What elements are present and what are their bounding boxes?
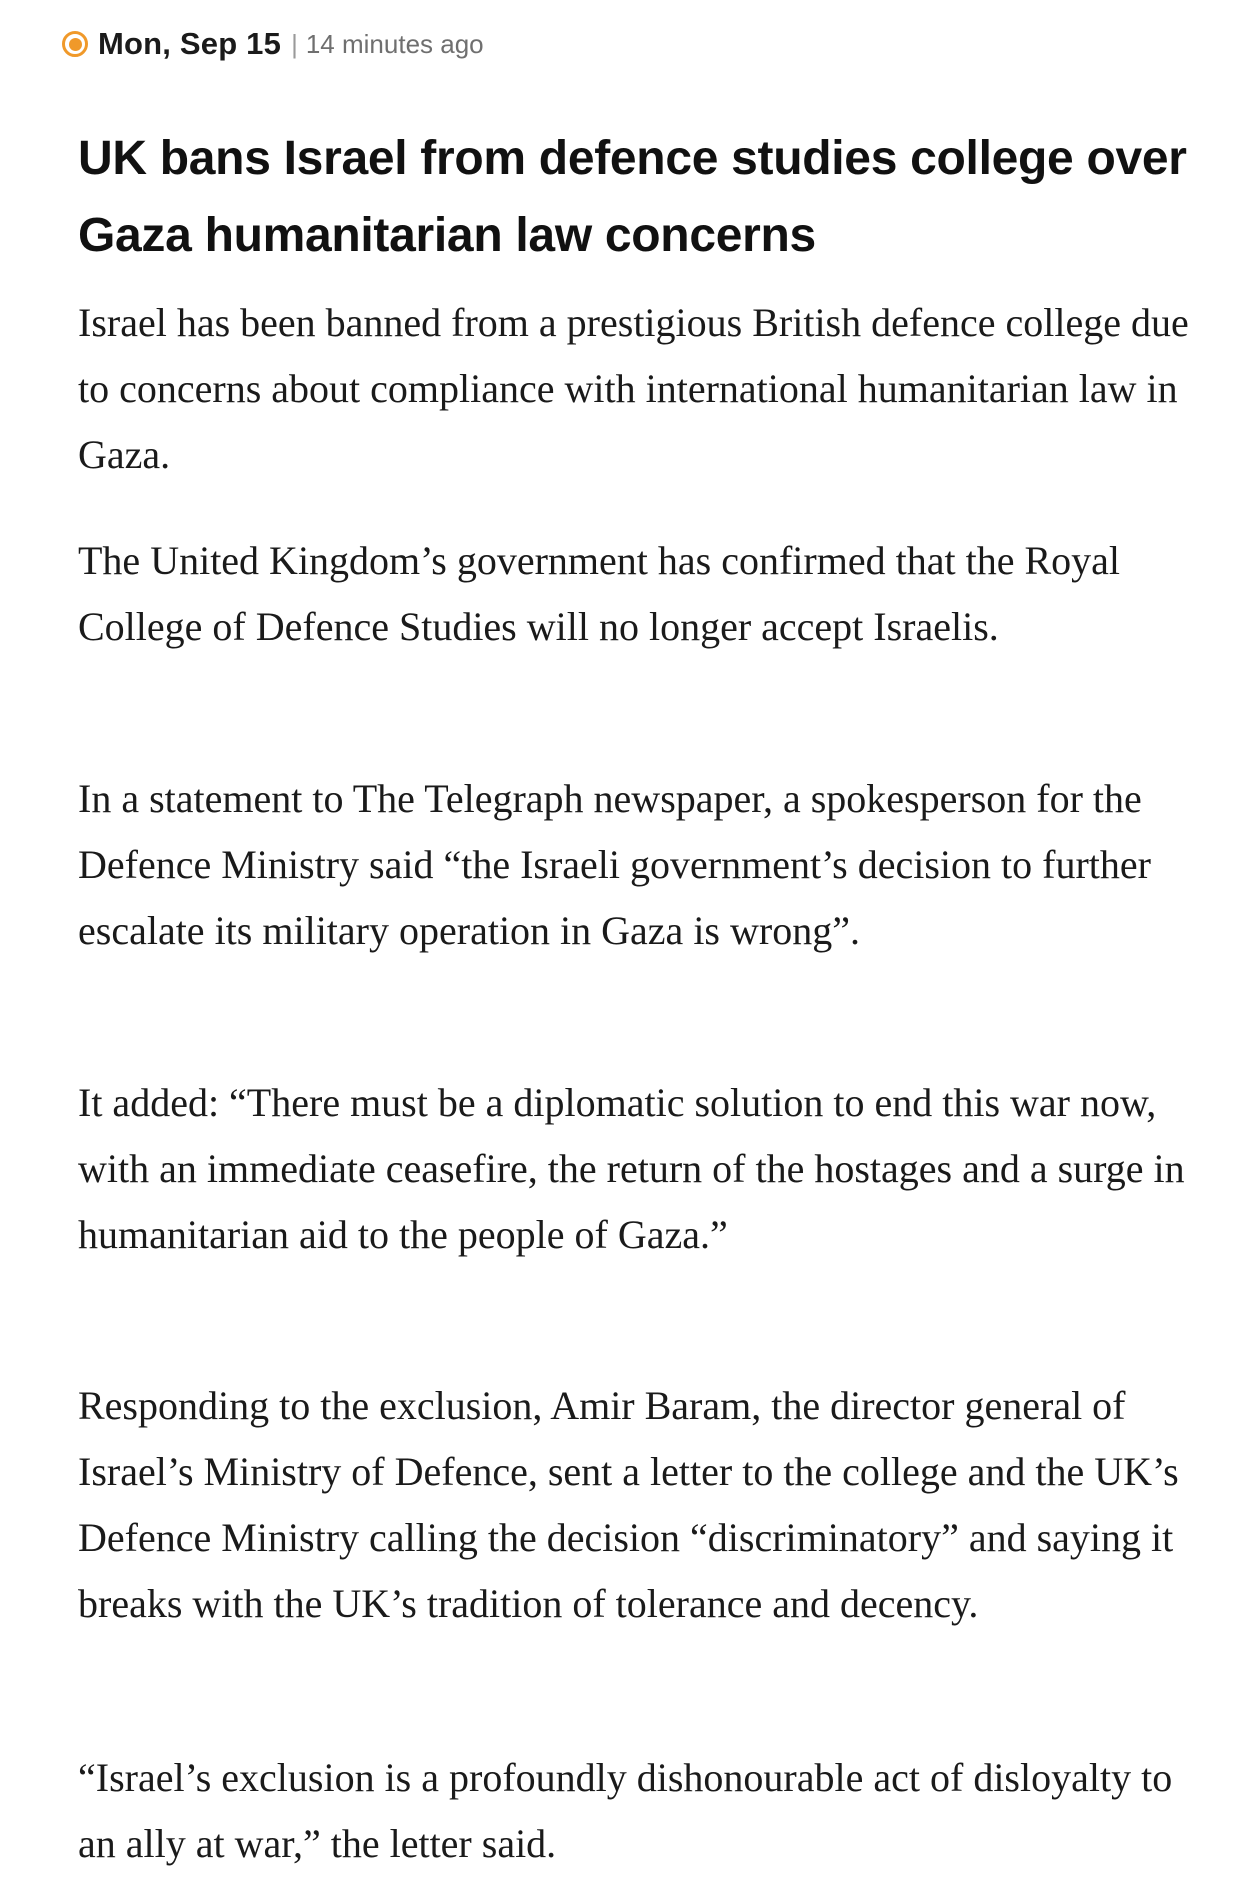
meta-separator: |	[291, 28, 298, 59]
article-paragraph: Israel has been banned from a prestigious British defence college due to concerns about compliance with international humanitarian law in Gaza.	[78, 300, 1189, 477]
article-headline: UK bans Israel from defence studies college over Gaza humanitarian law concerns	[78, 132, 1187, 262]
article-paragraph: Responding to the exclusion, Amir Baram, the director general of Israel’s Ministry of Defence, sent a letter to the college and the UK’s Defence Ministry calling the decision “discriminatory” and saying it breaks with the UK’s tradition of tolerance and decency.	[78, 1383, 1179, 1626]
article-date: Mon, Sep 15	[98, 26, 282, 61]
article-paragraph: It added: “There must be a diplomatic solution to end this war now, with an immediate ceasefire, the return of the hostages and a surge in humanitarian aid to the people of Gaza.”	[78, 1080, 1185, 1257]
live-indicator-icon	[62, 31, 88, 57]
article-paragraph: In a statement to The Telegraph newspaper, a spokesperson for the Defence Ministry said “the Israeli government’s decision to further escalate its military operation in Gaza is wrong”.	[78, 776, 1151, 953]
article-meta	[62, 22, 484, 66]
article-time-ago: 14 minutes ago	[305, 28, 484, 59]
article-paragraph: The United Kingdom’s government has confirmed that the Royal College of Defence Studies will no longer accept Israelis.	[78, 538, 1120, 649]
article-paragraph: “Israel’s exclusion is a profoundly dishonourable act of disloyalty to an ally at war,” the letter said.	[78, 1755, 1173, 1866]
live-indicator-dot	[69, 38, 82, 51]
